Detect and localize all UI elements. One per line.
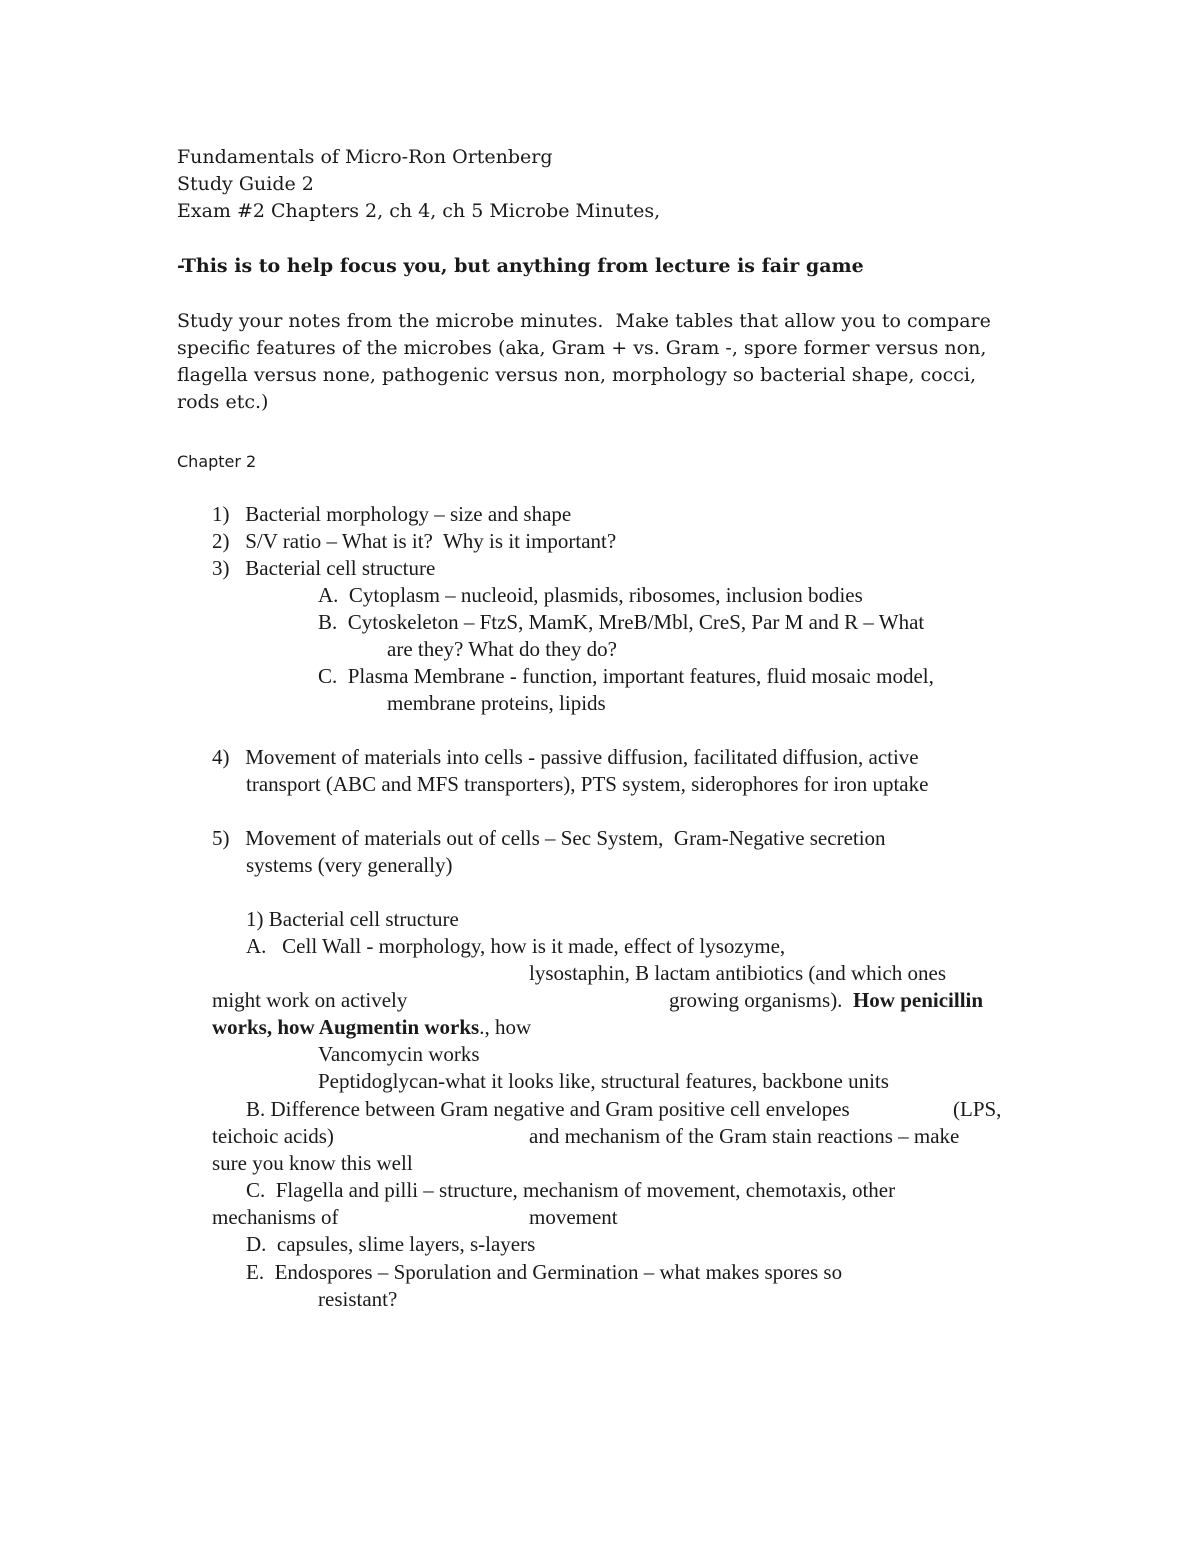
section-item: C. Flagella and pilli – structure, mechanism of movement, chemotaxis, other xyxy=(246,1178,896,1202)
list-subitem: A. Cytoplasm – nucleoid, plasmids, ribosomes, inclusion bodies xyxy=(318,583,863,607)
list-item: 1) Bacterial morphology – size and shape xyxy=(212,502,572,526)
list-item: 3) Bacterial cell structure xyxy=(212,556,436,580)
list-subitem-continuation: membrane proteins, lipids xyxy=(387,691,606,715)
section-item-continuation: might work on actively xyxy=(212,988,408,1012)
section-item-continuation: (LPS, xyxy=(953,1097,1002,1121)
section-item-continuation: lysostaphin, B lactam antibiotics (and which ones xyxy=(529,961,947,985)
list-item-continuation: systems (very generally) xyxy=(246,853,453,877)
list-subitem-continuation: are they? What do they do? xyxy=(387,637,617,661)
intro-line: rods etc.) xyxy=(177,391,269,413)
section-item-continuation: teichoic acids) xyxy=(212,1124,334,1148)
section-item: A. Cell Wall - morphology, how is it made, effect of lysozyme, xyxy=(246,934,786,958)
section-item-continuation: resistant? xyxy=(318,1287,398,1311)
section-item-continuation: movement xyxy=(529,1205,618,1229)
list-item: 2) S/V ratio – What is it? Why is it important? xyxy=(212,529,617,553)
list-subitem: B. Cytoskeleton – FtzS, MamK, MreB/Mbl, CreS, Par M and R – What xyxy=(318,610,925,634)
list-item: 4) Movement of materials into cells - passive diffusion, facilitated diffusion, active xyxy=(212,745,919,769)
section-item-continuation xyxy=(212,1014,531,1041)
intro-line: flagella versus none, pathogenic versus non, morphology so bacterial shape, cocci, xyxy=(177,364,976,386)
course-title: Fundamentals of Micro-Ron Ortenberg xyxy=(177,146,553,168)
section-item: B. Difference between Gram negative and Gram positive cell envelopes xyxy=(246,1097,850,1121)
text-run: ., how xyxy=(479,1015,532,1039)
section-item: D. capsules, slime layers, s-layers xyxy=(246,1232,536,1256)
section-item-continuation: Peptidoglycan-what it looks like, structural features, backbone units xyxy=(318,1069,889,1093)
list-item-continuation: transport (ABC and MFS transporters), PTS system, siderophores for iron uptake xyxy=(246,772,929,796)
bold-text-run: works, how Augmentin works xyxy=(212,1015,480,1039)
section-item-continuation: mechanisms of xyxy=(212,1205,339,1229)
bold-text-run: How penicillin xyxy=(852,988,984,1012)
study-guide-title: Study Guide 2 xyxy=(177,173,314,195)
exam-scope: Exam #2 Chapters 2, ch 4, ch 5 Microbe Minutes, xyxy=(177,200,661,222)
section-item-continuation: Vancomycin works xyxy=(318,1042,480,1066)
section-item-continuation: and mechanism of the Gram stain reactions – make xyxy=(529,1124,960,1148)
list-item: 5) Movement of materials out of cells – Sec System, Gram-Negative secretion xyxy=(212,826,886,850)
intro-line: specific features of the microbes (aka, Gram + vs. Gram -, spore former versus non, xyxy=(177,337,987,359)
focus-note: -This is to help focus you, but anything from lecture is fair game xyxy=(177,255,864,277)
section-heading: 1) Bacterial cell structure xyxy=(246,907,459,931)
text-run: growing organisms). xyxy=(669,988,843,1012)
list-subitem: C. Plasma Membrane - function, important features, fluid mosaic model, xyxy=(318,664,934,688)
section-item-continuation: sure you know this well xyxy=(212,1151,413,1175)
section-item: E. Endospores – Sporulation and Germination – what makes spores so xyxy=(246,1260,843,1284)
section-item-continuation xyxy=(669,987,983,1014)
chapter-heading: Chapter 2 xyxy=(177,452,257,471)
intro-line: Study your notes from the microbe minutes. Make tables that allow you to compare xyxy=(177,310,991,332)
